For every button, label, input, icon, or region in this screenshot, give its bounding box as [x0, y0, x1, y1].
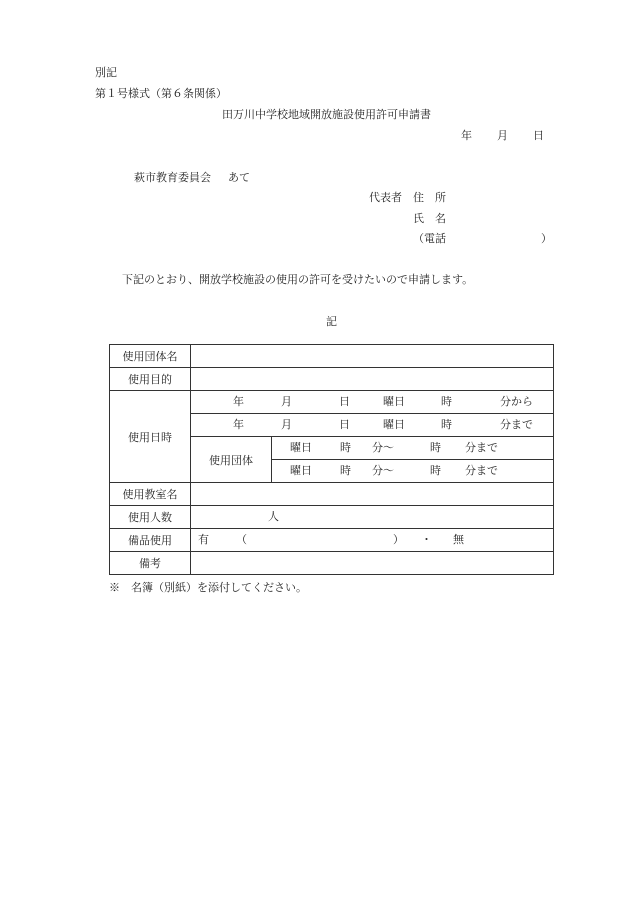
row-equipment: [110, 529, 554, 552]
slot2-minute-to: 分まで: [465, 464, 498, 477]
end-minute: 分まで: [500, 418, 533, 431]
attachment-note: ※ 名簿（別紙）を添付してください。: [109, 581, 307, 594]
equipment-paren-open: （: [236, 533, 247, 546]
remarks-field[interactable]: [191, 552, 554, 575]
address-label: 住 所: [413, 191, 446, 204]
slot1-hour2: 時: [430, 441, 441, 454]
purpose-label: 使用目的: [110, 368, 191, 391]
group-usage-label: 使用団体: [191, 437, 272, 483]
headcount-field[interactable]: [191, 506, 554, 529]
start-month: 月: [281, 395, 292, 408]
equipment-separator: ・: [421, 533, 432, 546]
period-end-field[interactable]: [191, 414, 554, 437]
start-weekday: 曜日: [383, 395, 405, 408]
equipment-field[interactable]: [191, 529, 554, 552]
group-slot-2-field[interactable]: [272, 460, 554, 483]
slot1-minute-to: 分まで: [465, 441, 498, 454]
end-day: 日: [339, 418, 350, 431]
purpose-field[interactable]: [191, 368, 554, 391]
headcount-label: 使用人数: [110, 506, 191, 529]
row-purpose: [110, 368, 554, 391]
start-year: 年: [233, 395, 244, 408]
start-day: 日: [339, 395, 350, 408]
equipment-yes[interactable]: 有: [198, 533, 209, 546]
date-month: 月: [497, 129, 508, 142]
room-name-field[interactable]: [191, 483, 554, 506]
date-day: 日: [533, 129, 544, 142]
phone-close: ）: [541, 232, 552, 245]
row-room-name: [110, 483, 554, 506]
slot2-weekday: 曜日: [290, 464, 312, 477]
date-year: 年: [461, 129, 472, 142]
remarks-label: 備考: [110, 552, 191, 575]
period-start-field[interactable]: [191, 391, 554, 414]
request-statement: 下記のとおり、開放学校施設の使用の許可を受けたいので申請します。: [122, 273, 474, 286]
group-slot-1-field[interactable]: [272, 437, 554, 460]
appendix-label: 別記: [95, 66, 117, 79]
row-remarks: [110, 552, 554, 575]
slot1-weekday: 曜日: [290, 441, 312, 454]
addressee-name: 萩市教育委員会: [134, 171, 211, 184]
end-month: 月: [281, 418, 292, 431]
addressee-suffix: あて: [228, 171, 250, 184]
headcount-unit: 人: [268, 510, 279, 523]
datetime-label: 使用日時: [110, 391, 191, 483]
room-name-label: 使用教室名: [110, 483, 191, 506]
row-group-name: [110, 345, 554, 368]
start-hour: 時: [441, 395, 452, 408]
end-weekday: 曜日: [383, 418, 405, 431]
ki-label: 記: [326, 315, 337, 328]
equipment-paren-close: ）: [393, 533, 404, 546]
form-number: 第１号様式（第６条関係）: [95, 87, 227, 100]
end-hour: 時: [441, 418, 452, 431]
end-year: 年: [233, 418, 244, 431]
slot2-hour2: 時: [430, 464, 441, 477]
slot2-hour: 時: [340, 464, 351, 477]
start-minute: 分から: [500, 395, 533, 408]
slot1-minute-from: 分～: [372, 441, 394, 454]
document-title: 田万川中学校地域開放施設使用許可申請書: [222, 108, 431, 121]
representative-label: 代表者: [369, 191, 402, 204]
application-table: [109, 344, 554, 575]
slot2-minute-from: 分～: [372, 464, 394, 477]
name-label: 氏 名: [413, 212, 446, 225]
equipment-label: 備品使用: [110, 529, 191, 552]
row-headcount: [110, 506, 554, 529]
group-name-label: 使用団体名: [110, 345, 191, 368]
equipment-no[interactable]: 無: [453, 533, 464, 546]
phone-open: （電話: [413, 232, 446, 245]
row-period-start: [110, 391, 554, 414]
slot1-hour: 時: [340, 441, 351, 454]
group-name-field[interactable]: [191, 345, 554, 368]
